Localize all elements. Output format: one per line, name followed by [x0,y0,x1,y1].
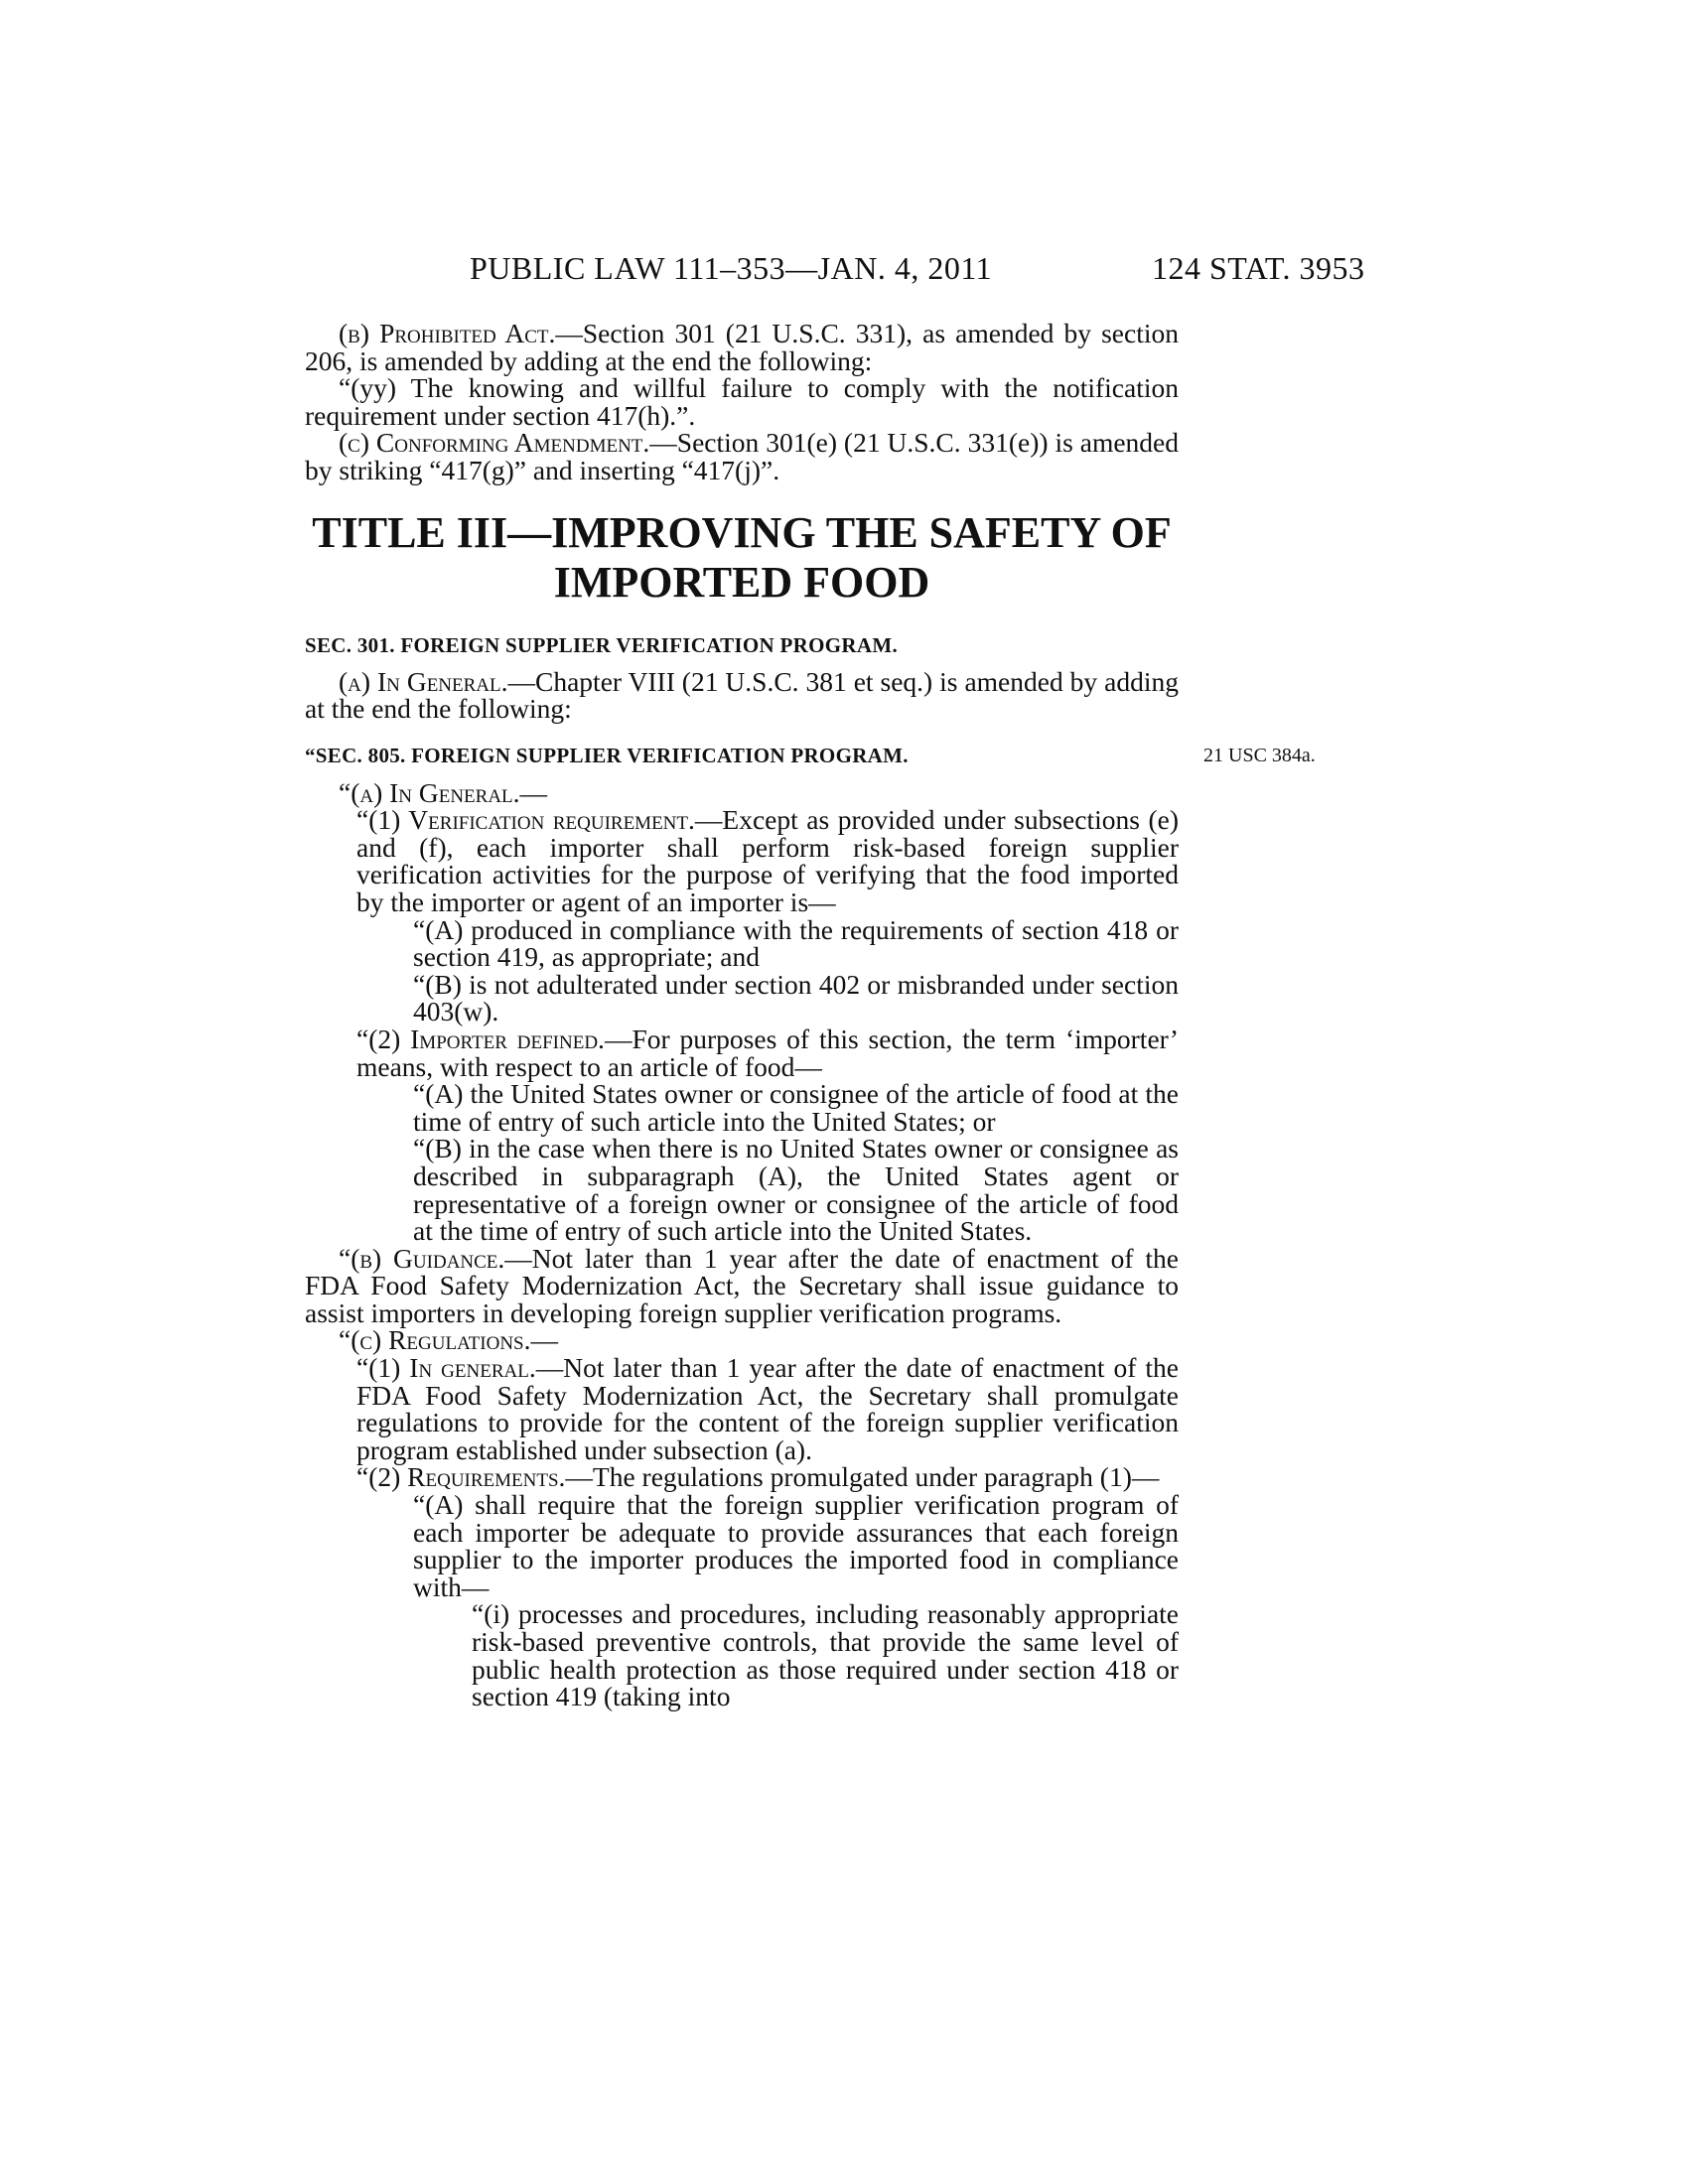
amendment-block [305,320,1179,484]
paragraph-text: —Section 301(e) (21 U.S.C. 331(e)) is amended by striking “417(g)” and inserting “417(j)”. [305,427,1179,485]
paragraph-dash: — [530,1324,558,1356]
paragraph-text: —Section 301 (21 U.S.C. 331), as amended by section 206, is amended by adding at the end the following: [305,318,1180,376]
paragraph-label: “(c) Regulations. [339,1324,531,1356]
section-301-block [305,632,1179,723]
paragraph-label: “(2) Importer defined. [356,1023,605,1054]
paragraph-a2B: “(B) in the case when there is no United States owner or consignee as described in subparagraph (A), the United States agent or representative of a foreign owner or consignee of the article of food at the time of entry of such article into the United States. [413,1133,1179,1247]
paragraph-c2A: “(A) shall require that the foreign supplier verification program of each importer be adequate to provide assurances that each foreign supplier to the importer produces the imported food in compliance with— [413,1489,1179,1602]
title-line-2: IMPORTED FOOD [553,558,930,607]
paragraph-text: —Not later than 1 year after the date of enactment of the FDA Food Safety Modernization Act, the Secretary shall promulgate regulations to provide for the content of the foreign supplier verification program established under subsection (a). [356,1352,1179,1465]
paragraph-label: “(b) Guidance. [339,1242,505,1274]
paragraph-a2 [305,1025,1179,1080]
paragraph-c-conforming [305,429,1179,483]
running-header: PUBLIC LAW 111–353—JAN. 4, 2011 [470,250,993,286]
subsection-c-heading [305,1326,1179,1354]
paragraph-a1A: “(A) produced in compliance with the requirements of section 418 or section 419, as appropriate; and [413,913,1179,973]
section-301-heading: SEC. 301. FOREIGN SUPPLIER VERIFICATION PROGRAM. [305,633,899,657]
paragraph-label: “(1) In general. [356,1352,536,1384]
subsection-a-heading [305,776,1179,808]
paragraph-text: —Except as provided under subsections (e) and (f), each importer shall perform risk-based foreign supplier verification activities for the purpose of verifying that the food imported by the importer or agent of an importer is— [356,804,1179,917]
paragraph-b-prohibited-act [305,320,1179,374]
paragraph-c1 [305,1354,1179,1463]
paragraph-label: “(2) Requirements. [356,1461,566,1493]
paragraph-label: (c) Conforming Amendment. [339,427,650,459]
section-805-block [305,743,1179,1710]
paragraph-yy: “(yy) The knowing and willful failure to comply with the notification requirement under section 417(h).”. [305,372,1179,431]
paragraph-c2Ai: “(i) processes and procedures, including reasonably appropriate risk-based preventive controls, that provide the same level of public health protection as those required under section 418 or section 419 (taking into [472,1598,1179,1712]
page-stat-number: 124 STAT. 3953 [1152,250,1365,286]
paragraph-label: “(1) Verification requirement. [356,804,695,836]
title-heading [305,508,1179,608]
section-301-a [305,665,1179,725]
margin-citation: 21 USC 384a. [1203,745,1316,766]
paragraph-dash: — [519,776,548,808]
section-805-heading: “SEC. 805. FOREIGN SUPPLIER VERIFICATION PROGRAM. [305,744,909,767]
paragraph-label: (a) In General. [339,665,508,697]
paragraph-text: —For purposes of this section, the term ‘importer’ means, with respect to an article of food— [356,1023,1179,1082]
paragraph-a1B: “(B) is not adulterated under section 402 or misbranded under section 403(w). [413,968,1179,1027]
paragraph-text: —Not later than 1 year after the date of enactment of the FDA Food Safety Modernization Act, the Secretary shall issue guidance to assist importers in developing foreign supplier verification programs. [305,1242,1180,1328]
paragraph-b-guidance [305,1242,1180,1328]
paragraph-a2A: “(A) the United States owner or consignee of the article of food at the time of entry of such article into the United States; or [413,1078,1179,1137]
paragraph-a1 [305,806,1179,915]
paragraph-label: “(a) In General. [339,776,520,808]
paragraph-c2 [305,1463,1179,1491]
paragraph-label: (b) Prohibited Act. [339,318,556,348]
paragraph-text: —The regulations promulgated under paragraph (1)— [565,1461,1160,1493]
paragraph-text: —Chapter VIII (21 U.S.C. 381 et seq.) is amended by adding at the end the following: [305,665,1179,725]
title-line-1: TITLE III—IMPROVING THE SAFETY OF [312,508,1172,557]
